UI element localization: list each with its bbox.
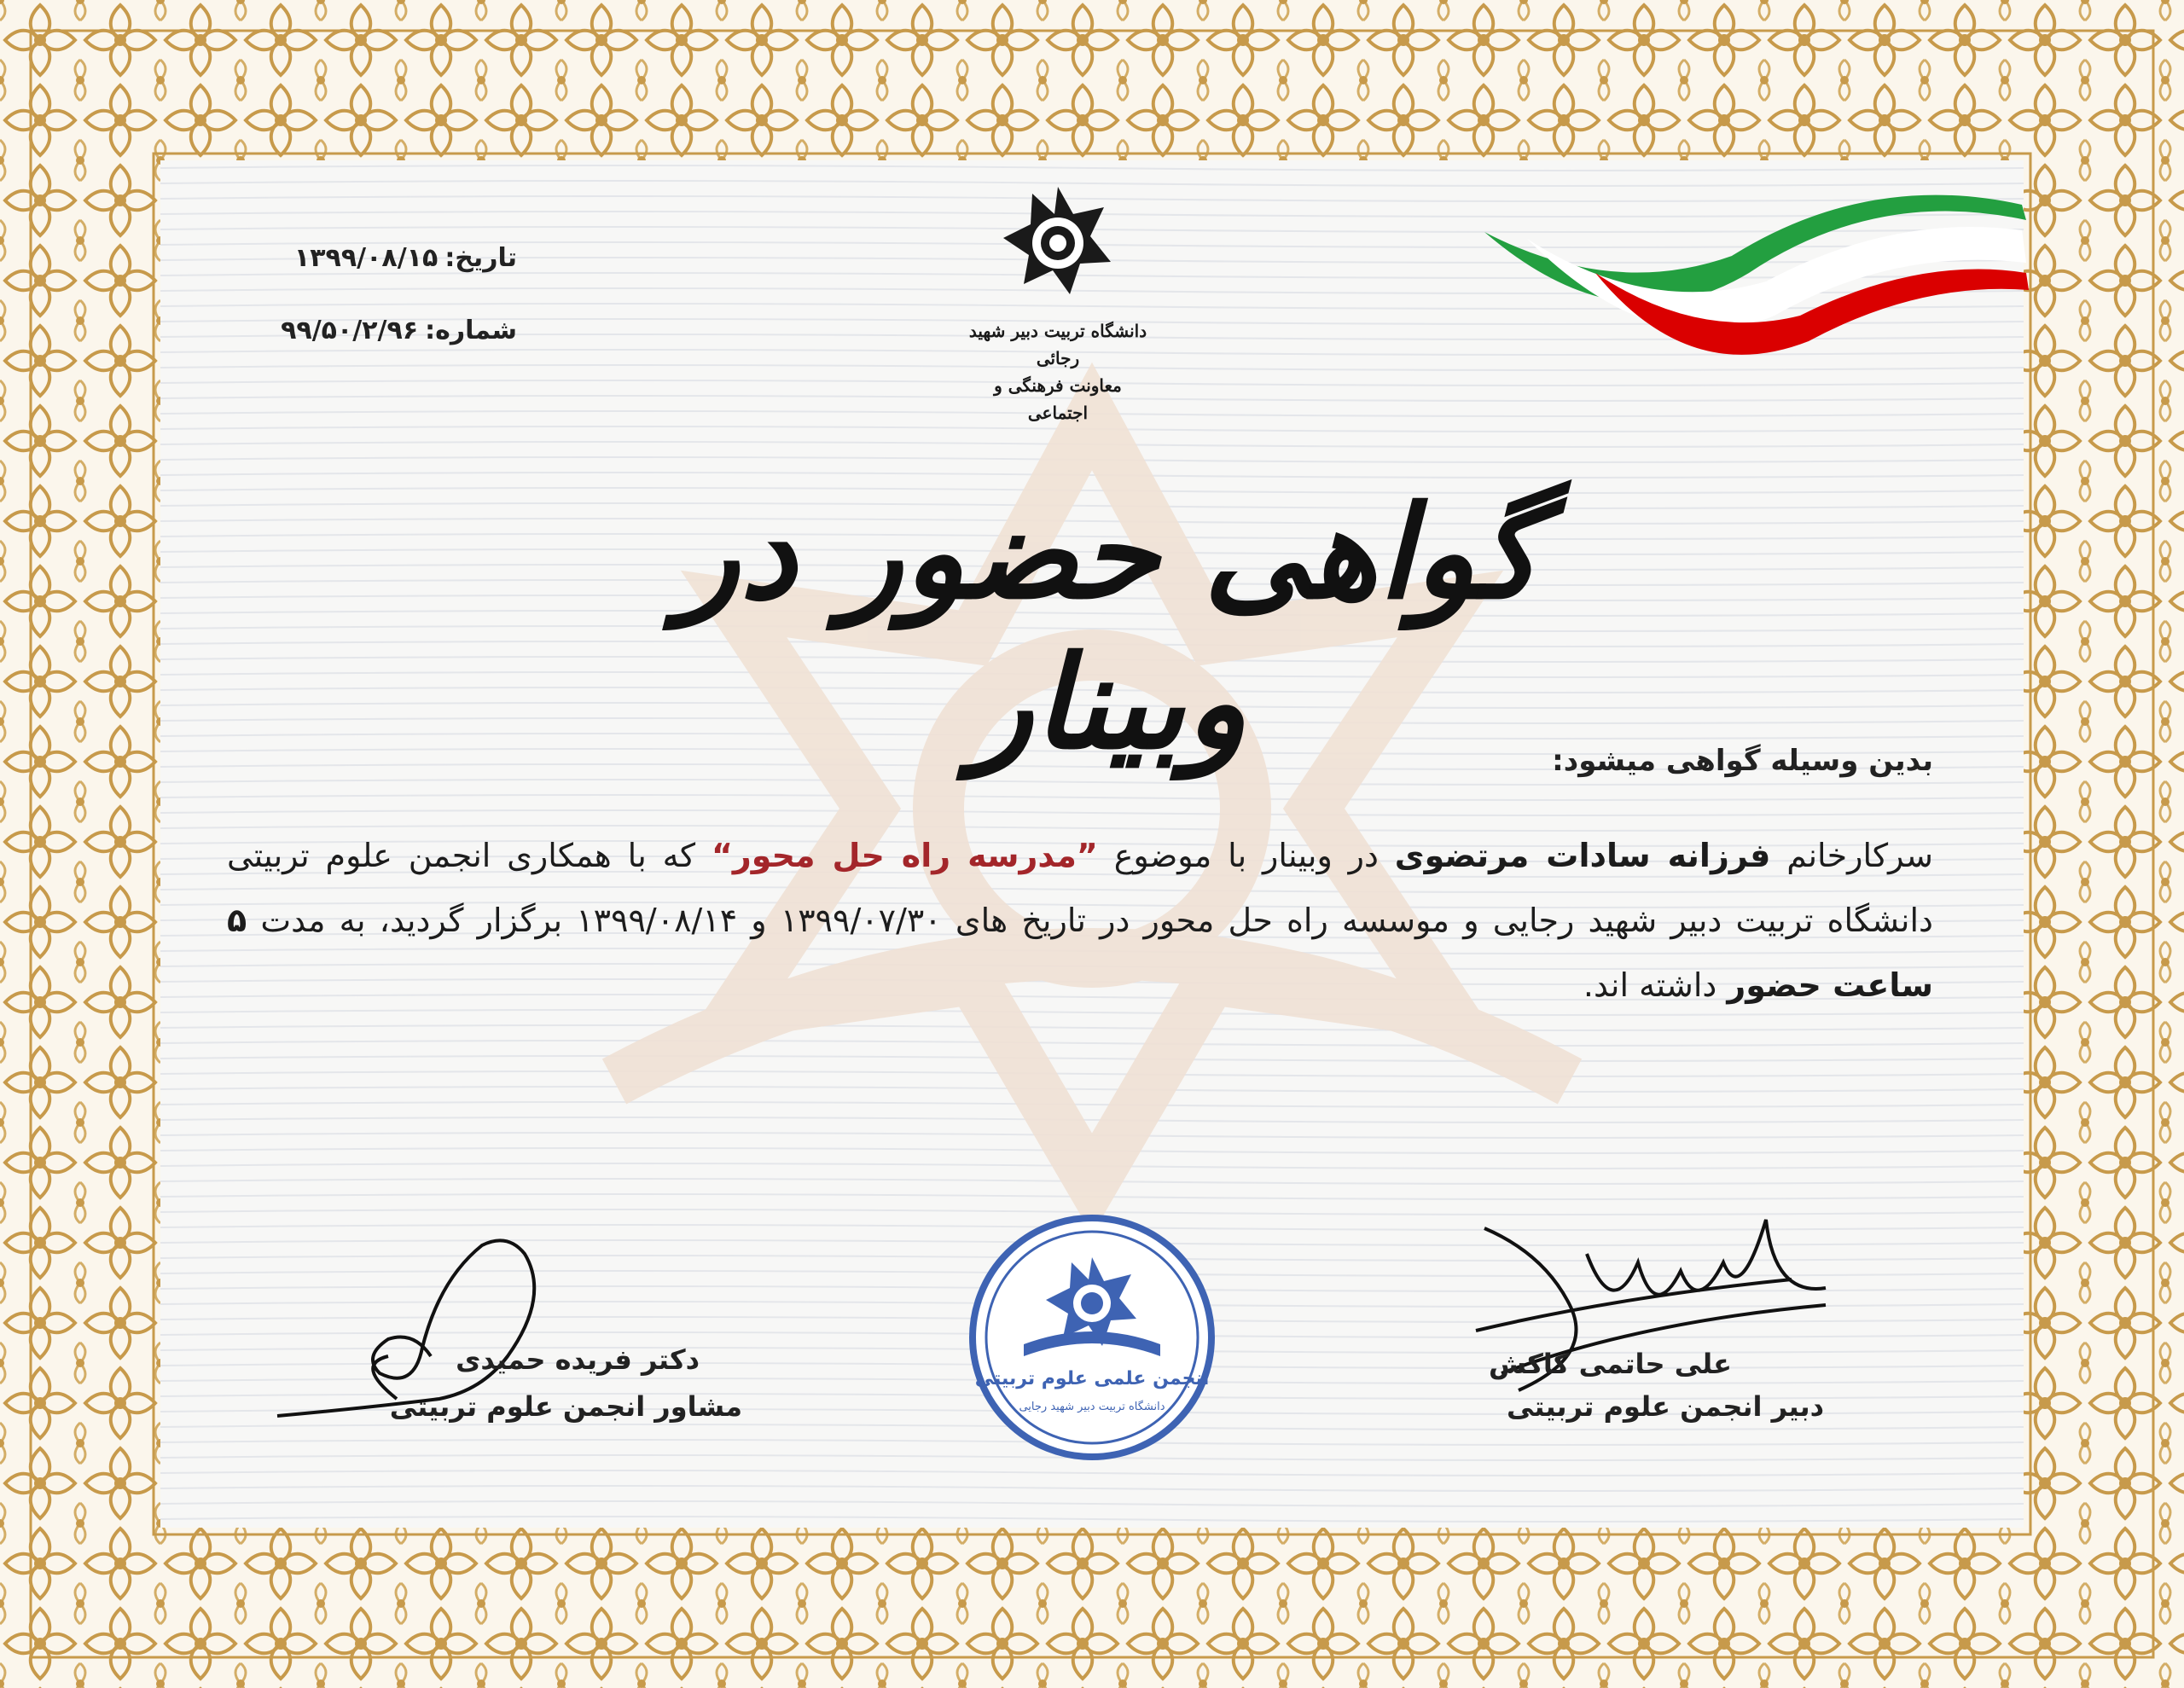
- certificate-text: [227, 823, 1933, 1018]
- stamp-title: انجمن علمی علوم تربیتی: [974, 1368, 1210, 1389]
- left-signer-name: دکتر فریده حمیدی: [456, 1343, 700, 1376]
- webinar-topic: ”مدرسه راه حل محور“: [711, 837, 1098, 874]
- certificate-title: گواهی حضور در وبینار: [677, 478, 1541, 778]
- text-part-4: داشته اند.: [1583, 966, 1717, 1004]
- stamp-subtitle: دانشگاه تربیت دبیر شهید رجایی: [1019, 1401, 1165, 1413]
- number-row: [277, 316, 520, 345]
- date-label: تاریخ:: [444, 243, 517, 273]
- attendance-duration: ۵ ساعت حضور: [227, 902, 1933, 1004]
- right-signer-name: علی حاتمی کاکش: [1489, 1348, 1732, 1380]
- date-row: [291, 243, 520, 273]
- left-signer-role: مشاور انجمن علوم تربیتی: [389, 1390, 742, 1423]
- iran-flag-ribbon: [1476, 154, 2030, 358]
- university-line-2: معاونت فرهنگی و اجتماعی: [994, 375, 1122, 423]
- number-label: شماره:: [425, 316, 517, 345]
- university-logo: [998, 183, 1118, 303]
- university-line-1: دانشگاه تربیت دبیر شهید رجائی: [968, 321, 1147, 368]
- date-value: ۱۳۹۹/۰۸/۱۵: [293, 243, 439, 273]
- association-stamp: [964, 1209, 1220, 1465]
- text-part-1: سرکارخانم: [1786, 837, 1933, 874]
- university-name: [968, 317, 1147, 426]
- intro-line: بدین وسیله گواهی میشود:: [1552, 744, 1933, 778]
- right-signer-role: دبیر انجمن علوم تربیتی: [1507, 1390, 1824, 1423]
- number-value: ۹۹/۵۰/۲/۹۶: [281, 316, 419, 345]
- recipient-name: فرزانه سادات مرتضوی: [1394, 837, 1771, 874]
- text-part-2: در وبینار با موضوع: [1113, 837, 1379, 874]
- text-part-3: که با همکاری انجمن علوم تربیتی دانشگاه تربیت دبیر شهید رجایی و موسسه راه حل محور در تاریخ های ۱۳۹۹/۰۷/۳۰ و ۱۳۹۹/۰۸/۱۴ برگزار گردید، به مدت: [227, 837, 1933, 939]
